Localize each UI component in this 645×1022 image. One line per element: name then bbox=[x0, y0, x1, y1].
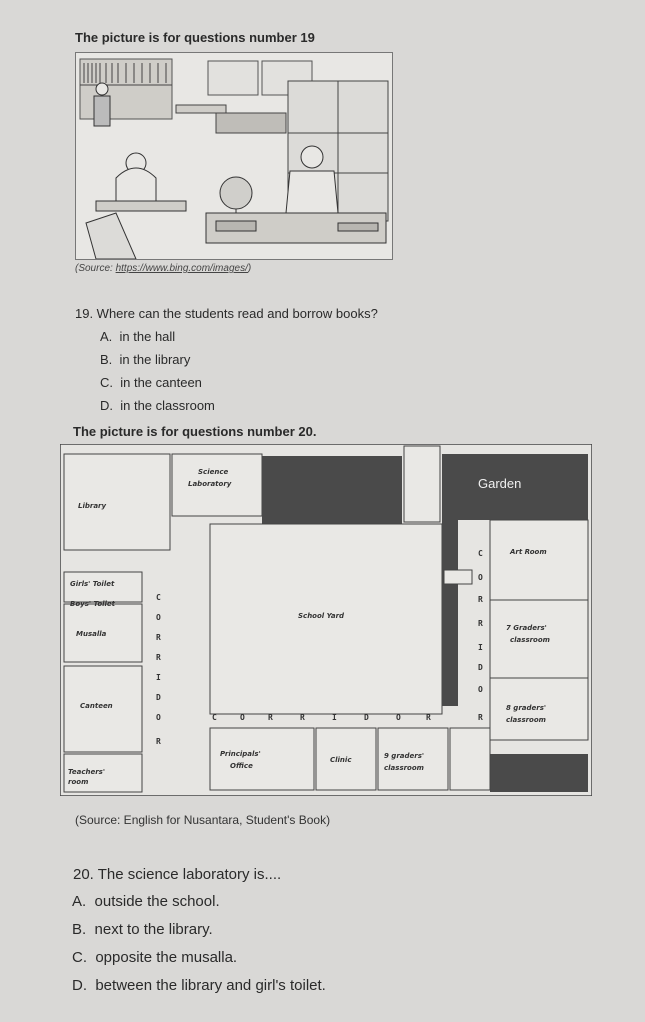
corridor-bottom-letter: R bbox=[426, 713, 431, 722]
corridor-left-letter: C bbox=[156, 593, 161, 602]
corridor-right-letter: O bbox=[478, 685, 483, 694]
science-lab-label-2: Laboratory bbox=[188, 480, 232, 488]
q20-question: 20. The science laboratory is.... bbox=[73, 866, 282, 883]
corridor-left-letter: O bbox=[156, 713, 161, 722]
corridor-right-letter: I bbox=[478, 643, 483, 652]
q20-option-c[interactable]: C. opposite the musalla. bbox=[72, 949, 238, 966]
garden-label: Garden bbox=[478, 476, 522, 491]
q20-option-a[interactable]: A. outside the school. bbox=[72, 893, 220, 910]
grade8-label-1: 8 graders' bbox=[506, 704, 547, 712]
corridor-right-letter: O bbox=[478, 573, 483, 582]
grade8-label-2: classroom bbox=[506, 716, 546, 724]
q19-option-a[interactable]: A. in the hall bbox=[100, 329, 176, 344]
art-room-label: Art Room bbox=[510, 548, 547, 556]
source-link[interactable]: https://www.bing.com/images/ bbox=[115, 263, 248, 274]
principal-office-label-1: Principals' bbox=[220, 750, 261, 758]
corridor-left-letter: I bbox=[156, 673, 161, 682]
corridor-left-letter: R bbox=[156, 633, 161, 642]
science-lab-label-1: Science bbox=[198, 468, 229, 476]
corridor-right-letter: R bbox=[478, 595, 483, 604]
corridor-right-letter: C bbox=[478, 549, 483, 558]
corridor-right-letter: R bbox=[478, 619, 483, 628]
q20-option-b[interactable]: B. next to the library. bbox=[72, 921, 213, 938]
corridor-left-letter: D bbox=[156, 693, 161, 702]
q19-heading: The picture is for questions number 19 bbox=[75, 30, 315, 45]
grade9-label-1: 9 graders' bbox=[384, 752, 425, 760]
teachers-room-label-1: Teachers' bbox=[68, 768, 105, 776]
library-label: Library bbox=[78, 502, 107, 510]
q19-option-d[interactable]: D. in the classroom bbox=[100, 398, 215, 413]
grade7-label-2: classroom bbox=[510, 636, 550, 644]
corridor-bottom-letter: C bbox=[212, 713, 217, 722]
teachers-room-label-2: room bbox=[68, 778, 89, 786]
corridor-bottom-letter: I bbox=[332, 713, 337, 722]
boys-toilet-label: Boys' Toilet bbox=[70, 600, 116, 608]
corridor-right-letter: D bbox=[478, 663, 483, 672]
q19-option-c[interactable]: C. in the canteen bbox=[100, 375, 202, 390]
q19-option-b[interactable]: B. in the library bbox=[100, 352, 191, 367]
school-yard-label: School Yard bbox=[298, 612, 345, 620]
principal-office-label-2: Office bbox=[230, 762, 253, 770]
corridor-left-letter: O bbox=[156, 613, 161, 622]
library-illustration bbox=[75, 52, 393, 260]
q20-source: (Source: English for Nusantara, Student's Book) bbox=[75, 813, 331, 827]
q20-option-d[interactable]: D. between the library and girl's toilet. bbox=[72, 977, 326, 994]
corridor-right-letter: R bbox=[478, 713, 483, 722]
q19-source: (Source: https://www.bing.com/images/) bbox=[75, 263, 252, 274]
library-scene-drawing bbox=[76, 53, 392, 259]
corridor-bottom-letter: R bbox=[268, 713, 273, 722]
school-map-drawing bbox=[60, 444, 592, 796]
corridor-bottom-letter: O bbox=[240, 713, 245, 722]
corridor-left-letter: R bbox=[156, 737, 161, 746]
corridor-bottom-letter: R bbox=[300, 713, 305, 722]
corridor-bottom-letter: O bbox=[396, 713, 401, 722]
school-map bbox=[60, 444, 592, 796]
corridor-bottom-letter: D bbox=[364, 713, 369, 722]
canteen-label: Canteen bbox=[80, 702, 113, 710]
q20-heading: The picture is for questions number 20. bbox=[73, 424, 317, 439]
corridor-left-letter: R bbox=[156, 653, 161, 662]
clinic-label: Clinic bbox=[330, 756, 352, 764]
musalla-label: Musalla bbox=[76, 630, 107, 638]
girls-toilet-label: Girls' Toilet bbox=[70, 580, 115, 588]
grade7-label-1: 7 Graders' bbox=[506, 624, 547, 632]
q19-question: 19. Where can the students read and borrow books? bbox=[75, 306, 378, 321]
grade9-label-2: classroom bbox=[384, 764, 424, 772]
